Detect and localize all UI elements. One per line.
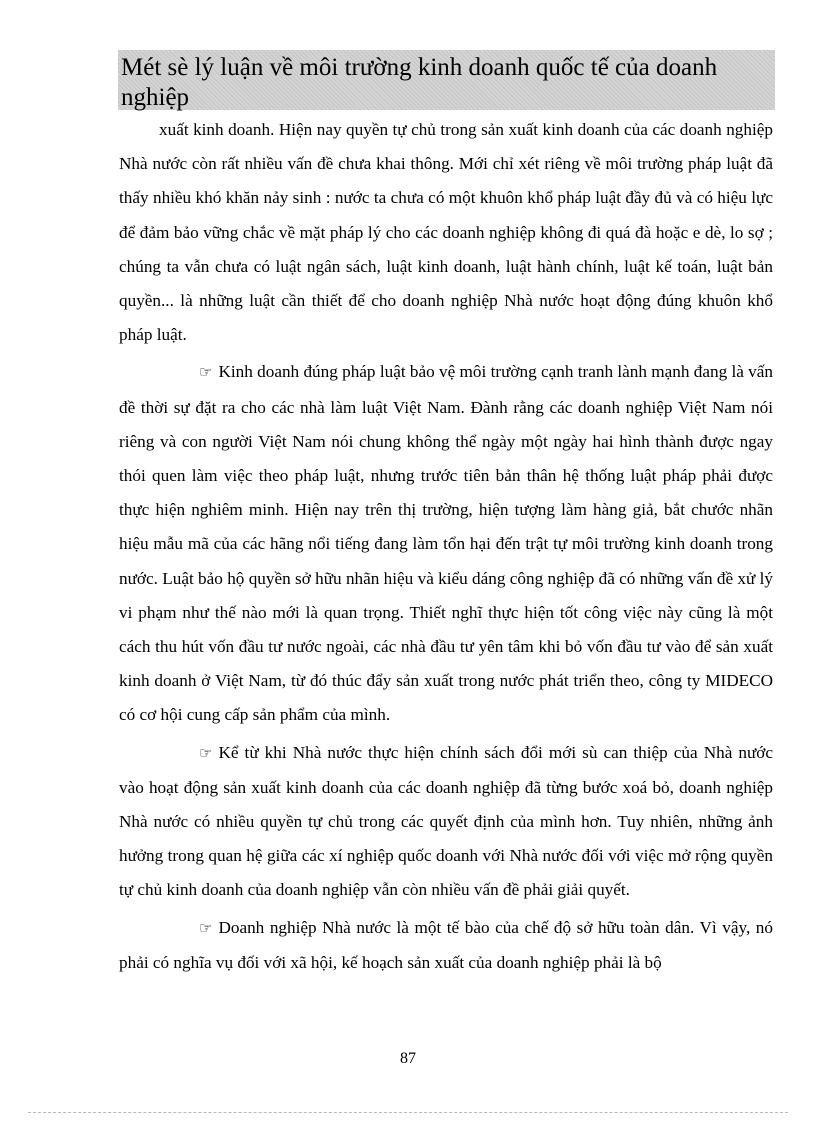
paragraph-3: [119, 736, 773, 908]
page-number: 87: [400, 1050, 416, 1067]
paragraph-text: Doanh nghiệp Nhà nước là một tế bào của chế độ sở hữu toàn dân. Vì vậy, nó phải có nghĩa vụ đối với xã hội, kế hoạch sản xuất của doanh nghiệp phải là bộ: [119, 917, 773, 972]
pointing-hand-icon: ☞: [199, 365, 213, 382]
pointing-hand-icon: ☞: [199, 745, 213, 762]
footer-rule: [28, 1112, 788, 1113]
paragraph-text: xuất kinh doanh. Hiện nay quyền tự chủ trong sản xuất kinh doanh của các doanh nghiệp Nhà nước còn rất nhiều vấn đề chưa khai thông. Mới chỉ xét riêng về môi trường pháp luật đã thấy nhiều khó khăn nảy sinh : nước ta chưa có một khuôn khổ pháp luật đầy đủ và có hiệu lực để đảm bảo vững chắc về mặt pháp lý cho các doanh nghiệp không đi quá đà hoặc e dè, lo sợ ; chúng ta vẫn chưa có luật ngân sách, luật kinh doanh, luật hành chính, luật kế toán, luật bản quyền... là những luật cần thiết để cho doanh nghiệp Nhà nước hoạt động đúng khuôn khổ pháp luật.: [119, 120, 773, 345]
paragraph-1: [119, 113, 773, 352]
header-title: Mét sè lý luận về môi trường kinh doanh quốc tế của doanh nghiệp: [121, 54, 718, 111]
paragraph-2: [119, 355, 773, 732]
paragraph-text: Kinh doanh đúng pháp luật bảo vệ môi trường cạnh tranh lành mạnh đang là vấn đề thời sự đặt ra cho các nhà làm luật Việt Nam. Đành rằng các doanh nghiệp Việt Nam nói riêng và con người Việt Nam nói chung không thể ngày một ngày hai hình thành được ngay thói quen làm việc theo pháp luật, nhưng trước tiên bản thân hệ thống luật pháp phải được thực hiện nghiêm minh. Hiện nay trên thị trường, hiện tượng làm hàng giả, bắt chước nhãn hiệu mẫu mã của các hãng nổi tiếng đang làm tổn hại đến trật tự môi trường kinh doanh trong nước. Luật bảo hộ quyền sở hữu nhãn hiệu và kiểu dáng công nghiệp đã có những vấn đề xử lý vi phạm như thế nào mới là quan trọng. Thiết nghĩ thực hiện tốt công việc này cũng là một cách thu hút vốn đầu tư nước ngoài, các nhà đầu tư yên tâm khi bỏ vốn đầu tư vào để sản xuất kinh doanh ở Việt Nam, từ đó thúc đẩy sản xuất trong nước phát triển theo, công ty MIDECO có cơ hội cung cấp sản phẩm của mình.: [119, 362, 773, 725]
pointing-hand-icon: ☞: [199, 920, 213, 937]
paragraph-text: Kể từ khi Nhà nước thực hiện chính sách đổi mới sù can thiệp của Nhà nước vào hoạt động sản xuất kinh doanh của các doanh nghiệp đã từng bước xoá bỏ, doanh nghiệp Nhà nước có nhiều quyền tự chủ trong các quyết định của mình hơn. Tuy nhiên, những ảnh hưởng trong quan hệ giữa các xí nghiệp quốc doanh với Nhà nước đối với việc mở rộng quyền tự chủ kinh doanh của doanh nghiệp vẫn còn nhiều vấn đề phải giải quyết.: [119, 742, 773, 900]
paragraph-4: [119, 911, 773, 980]
body-text: [119, 113, 773, 983]
